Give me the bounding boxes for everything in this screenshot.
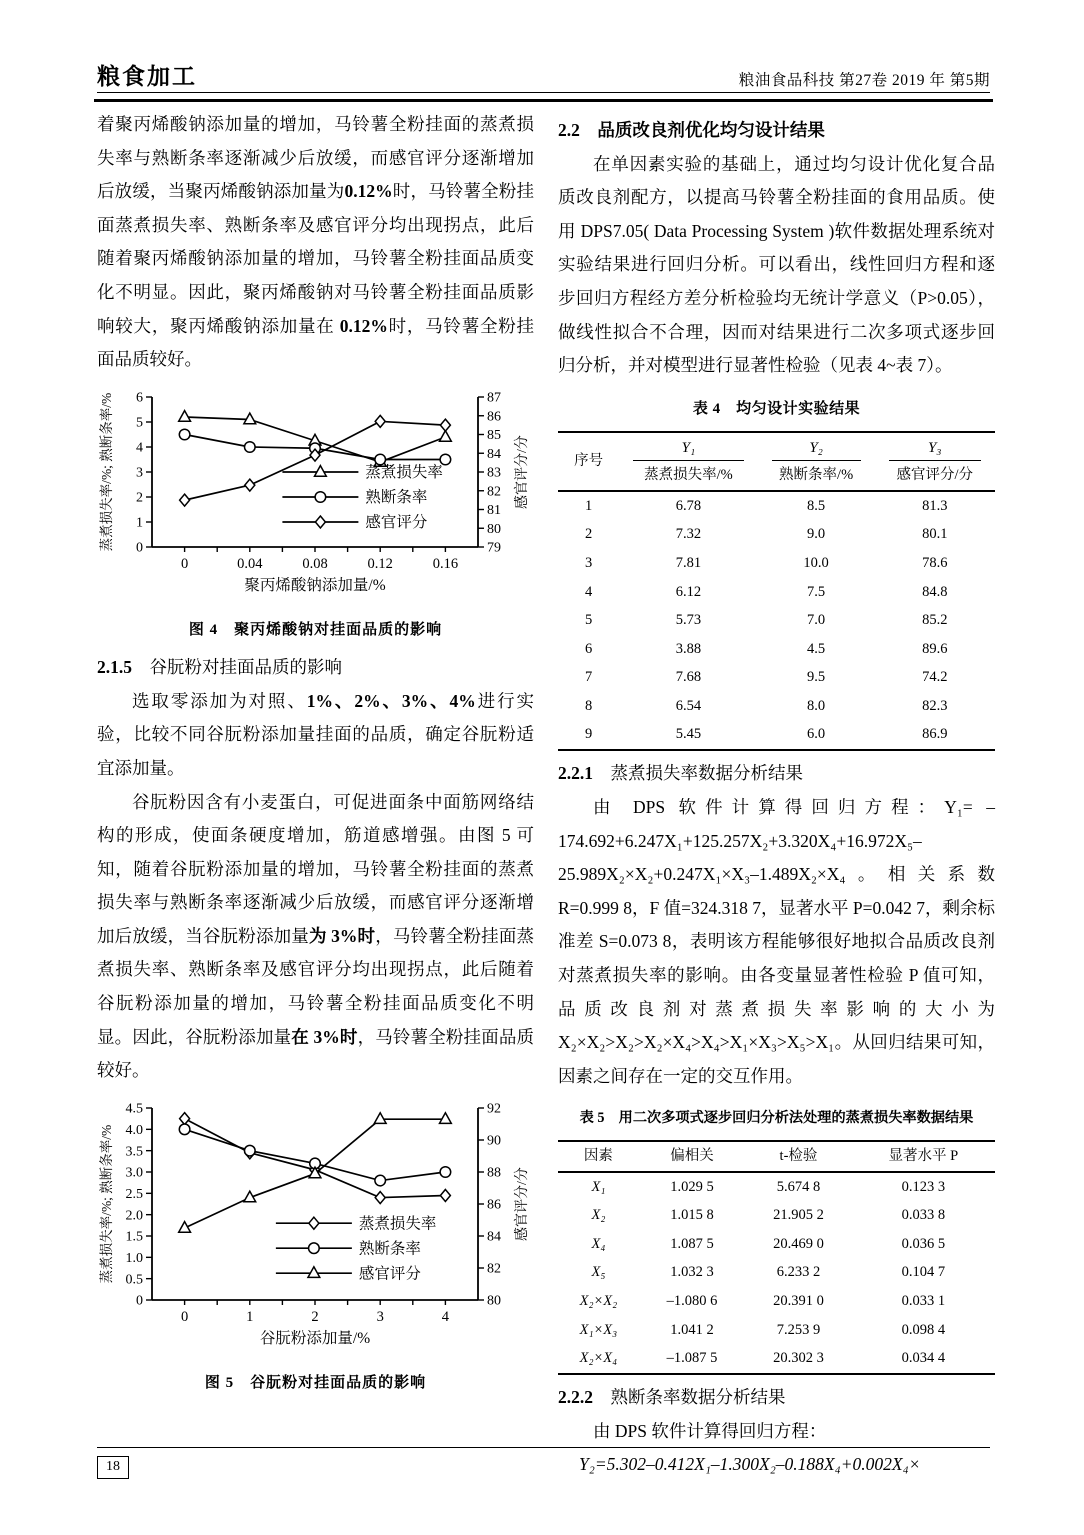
svg-text:4.5: 4.5 <box>125 1101 143 1117</box>
table-cell: 7.68 <box>675 669 702 686</box>
table-row <box>558 635 995 664</box>
body-paragraph: 谷朊粉因含有小麦蛋白，可促进面条中面筋网络结构的形成，使面条硬度增加，筋道感增强。由图 5 可知，随着谷朊粉添加量的增加，马铃薯全粉挂面的蒸煮损失率与熟断条率逐渐减少后放缓，而感官评分逐渐增加后放缓，当谷朊粉添加量为 3%时，马铃薯全粉挂面蒸煮损失率、熟断条率及感官评分均出现拐点，此后随着谷朊粉添加量的增加，马铃薯全粉挂面品质变化不明显。因此，谷朊粉添加量在 3%时，马铃薯全粉挂面品质较好。 <box>97 791 535 1081</box>
table-4-title: 表 4 均匀设计实验结果 <box>692 400 861 417</box>
table-header-cell <box>619 432 758 463</box>
table-row <box>558 578 995 607</box>
svg-text:0: 0 <box>135 540 143 556</box>
table-5-header <box>558 1141 995 1173</box>
svg-text:3: 3 <box>135 465 143 481</box>
table-cell: 7.0 <box>807 612 826 629</box>
page-number: 18 <box>97 1456 129 1479</box>
svg-text:2.0: 2.0 <box>125 1208 143 1224</box>
line-chart <box>98 387 534 601</box>
svg-text:81: 81 <box>486 502 501 518</box>
legend-label: 熟断条率 <box>358 1240 421 1258</box>
left-column <box>97 108 534 1398</box>
legend-label: 蒸煮损失率 <box>358 1215 436 1233</box>
heading-2-2 <box>558 114 995 148</box>
table-cell: X₁ <box>591 1178 606 1195</box>
svg-text:0: 0 <box>180 555 188 572</box>
table-cell: X₅ <box>591 1264 606 1281</box>
table-row <box>558 692 995 721</box>
table-cell: 5.674 8 <box>776 1178 821 1195</box>
table-cell: –1.087 5 <box>666 1350 718 1367</box>
table-cell: –1.080 6 <box>666 1292 718 1309</box>
table-5 <box>558 1140 995 1376</box>
table-4-body <box>558 491 995 750</box>
table-header-cell: 序号 <box>558 432 619 492</box>
table-cell: 1.041 2 <box>670 1321 714 1338</box>
table-cell: X₂ <box>591 1207 606 1224</box>
table-cell: 0.034 4 <box>901 1350 946 1367</box>
table-cell: 7 <box>584 669 593 686</box>
svg-text:83: 83 <box>486 465 501 481</box>
legend-label: 感官评分 <box>358 1265 421 1283</box>
svg-text:3.0: 3.0 <box>125 1165 143 1181</box>
svg-text:92: 92 <box>486 1101 501 1117</box>
table-cell: 86.9 <box>922 726 948 743</box>
figure-5 <box>97 1098 534 1398</box>
table-cell: 0.123 3 <box>901 1178 946 1195</box>
svg-text:2: 2 <box>135 490 143 506</box>
table-cell: 4.5 <box>807 640 826 657</box>
body-paragraph: 着聚丙烯酸钠添加量的增加，马铃薯全粉挂面的蒸煮损失率与熟断条率逐渐减少后放缓，而感官评分逐渐增加后放缓，当聚丙烯酸钠添加量为0.12%时，马铃薯全粉挂面蒸煮损失率、熟断条率及感官评分均出现拐点，此后随着聚丙烯酸钠添加量的增加，马铃薯全粉挂面品质变化不明显。因此，聚丙烯酸钠对马铃薯全粉挂面品质影响较大，聚丙烯酸钠添加量在 0.12%时，马铃薯全粉挂面品质较好。 <box>97 114 535 370</box>
table-header-cell <box>875 432 995 463</box>
table-row <box>558 1259 995 1288</box>
table-cell: 9.5 <box>807 669 826 686</box>
heading-number: 2.1.5 <box>97 657 132 678</box>
table-cell: 6.233 2 <box>776 1264 821 1281</box>
svg-text:4: 4 <box>135 440 143 456</box>
svg-text:0.04: 0.04 <box>236 555 262 572</box>
table-cell: 4 <box>584 583 593 600</box>
x-axis-label: 谷朊粉添加量/% <box>259 1329 370 1347</box>
body-paragraph: 在单因素实验的基础上，通过均匀设计优化复合品质改良剂配方，以提高马铃薯全粉挂面的食用品质。使用 DPS7.05( Data Processing System )软件数据处理系统对实验结果进行回归分析。可以看出，线性回归方程和逐步回归方程经方差分析检验均无统计学意义（P>0.05），做线性拟合不合理，因而对结果进行二次多项式逐步回归分析，并对模型进行显著性检验（见表 4~表 7）。 <box>558 153 995 376</box>
table-row <box>558 1345 995 1375</box>
table-cell: 8.0 <box>807 697 826 714</box>
table-cell: 5.73 <box>675 612 702 629</box>
svg-text:82: 82 <box>486 1261 501 1277</box>
table-cell: X₄ <box>591 1235 606 1252</box>
table-cell: 1.029 5 <box>670 1178 714 1195</box>
figure-5-chart <box>97 1098 534 1366</box>
table-cell: 5 <box>584 612 593 629</box>
heading-number: 2.2.2 <box>558 1387 593 1408</box>
body-paragraph: 选取零添加为对照、1%、2%、3%、4%进行实验，比较不同谷朊粉添加量挂面的品质，确定谷朊粉适宜添加量。 <box>97 690 534 778</box>
y2-label: Y₂ <box>772 435 861 461</box>
table-5-title: 表 5 用二次多项式逐步回归分析法处理的蒸煮损失率数据结果 <box>579 1110 974 1127</box>
table-cell: 85.2 <box>922 612 948 629</box>
chart-legend <box>275 1214 436 1282</box>
svg-text:4.0: 4.0 <box>125 1122 143 1138</box>
table-cell: 10.0 <box>803 554 829 571</box>
table-4-header <box>558 432 995 492</box>
table-cell: 7.253 9 <box>776 1321 821 1338</box>
svg-text:82: 82 <box>486 484 501 500</box>
figure-4-chart <box>97 387 534 613</box>
svg-text:0.5: 0.5 <box>125 1272 143 1288</box>
table-cell: 20.302 3 <box>773 1350 824 1367</box>
legend-label: 蒸煮损失率 <box>364 463 443 481</box>
right-y-axis-label: 感官评分/分 <box>514 434 530 509</box>
left-y-axis-label: 蒸煮损失率/%; 熟断条率/% <box>98 1124 114 1284</box>
svg-text:90: 90 <box>486 1133 501 1149</box>
table-header-cell: 熟断条率/% <box>758 463 875 492</box>
table-cell: 5.45 <box>675 726 702 743</box>
svg-text:0.12: 0.12 <box>367 555 393 572</box>
column-section-title: 粮食加工 <box>97 64 197 89</box>
table-cell: 78.6 <box>922 554 948 571</box>
chart-legend <box>282 463 443 531</box>
heading-number: 2.2.1 <box>558 763 593 784</box>
table-cell: 0.104 7 <box>901 1264 946 1281</box>
table-cell: 9.0 <box>807 526 826 543</box>
heading-text: 熟断条率数据分析结果 <box>610 1387 786 1408</box>
table-cell: 3.88 <box>675 640 702 657</box>
chart-series <box>178 1113 451 1232</box>
table-cell: 80.1 <box>922 526 948 543</box>
table-row <box>558 1316 995 1345</box>
table-cell: 20.469 0 <box>773 1235 824 1252</box>
svg-text:0.16: 0.16 <box>432 555 458 572</box>
table-cell: 0.098 4 <box>901 1321 946 1338</box>
table-cell: 21.905 2 <box>773 1207 824 1224</box>
table-cell: 7.5 <box>807 583 826 600</box>
table-cell: 74.2 <box>922 669 948 686</box>
table-row <box>558 1230 995 1259</box>
heading-number: 2.2 <box>558 120 580 140</box>
journal-issue-line: 粮油食品科技 第27卷 2019 年 第5期 <box>738 72 990 89</box>
table-row <box>558 607 995 636</box>
table-row <box>558 491 995 521</box>
right-y-axis-label: 感官评分/分 <box>514 1166 530 1241</box>
svg-text:4: 4 <box>441 1308 449 1325</box>
table-header-cell: 蒸煮损失率/% <box>619 463 758 492</box>
table-header-cell <box>758 432 875 463</box>
table-row <box>558 521 995 550</box>
equation-line: Y₂=5.302–0.412X₁–1.300X₂–0.188X₄+0.002X₄× <box>579 1454 921 1475</box>
table-row <box>558 1141 995 1173</box>
table-cell: 2 <box>584 526 593 543</box>
table-cell: 6 <box>584 640 593 657</box>
table-row <box>558 432 995 463</box>
svg-text:86: 86 <box>486 1197 501 1213</box>
svg-text:87: 87 <box>486 390 501 406</box>
heading-2-2-2 <box>558 1381 995 1415</box>
table-cell: 6.78 <box>675 497 702 514</box>
svg-text:84: 84 <box>486 1229 501 1245</box>
svg-text:5: 5 <box>135 415 143 431</box>
table-5-body <box>558 1172 995 1374</box>
svg-text:86: 86 <box>486 409 501 425</box>
table-row <box>558 1172 995 1202</box>
svg-text:85: 85 <box>486 427 501 443</box>
table-cell: 1.015 8 <box>670 1207 714 1224</box>
table-cell: X₂×X₂ <box>579 1292 618 1309</box>
svg-text:79: 79 <box>486 540 501 556</box>
table-cell: 8.5 <box>807 497 826 514</box>
legend-label: 感官评分 <box>364 513 427 531</box>
svg-text:2.5: 2.5 <box>125 1186 143 1202</box>
line-chart <box>98 1098 534 1354</box>
svg-text:0: 0 <box>180 1308 188 1325</box>
table-cell: 6.54 <box>675 697 702 714</box>
axes <box>125 1101 501 1324</box>
table-cell: 84.8 <box>922 583 948 600</box>
table-cell: 20.391 0 <box>773 1292 824 1309</box>
svg-text:84: 84 <box>486 446 501 462</box>
table-row <box>558 1202 995 1231</box>
table-cell: 81.3 <box>922 497 948 514</box>
table-header-cell: t-检验 <box>745 1141 851 1173</box>
svg-text:80: 80 <box>486 1293 501 1309</box>
table-header-cell: 因素 <box>558 1141 639 1173</box>
legend-label: 熟断条率 <box>364 488 427 506</box>
y3-label: Y₃ <box>889 435 981 461</box>
table-cell: 0.036 5 <box>901 1235 946 1252</box>
right-column <box>558 108 995 1482</box>
table-cell: 1 <box>584 497 593 514</box>
svg-text:0: 0 <box>135 1293 143 1309</box>
svg-text:80: 80 <box>486 521 501 537</box>
x-axis-label: 聚丙烯酸钠添加量/% <box>243 576 386 594</box>
heading-text: 谷朊粉对挂面品质的影响 <box>149 657 342 678</box>
header-rule-thick <box>94 99 993 102</box>
svg-text:3.5: 3.5 <box>125 1144 143 1160</box>
header-rule-thin <box>97 92 990 93</box>
figure-4 <box>97 387 534 645</box>
table-row <box>558 721 995 751</box>
table-cell: 3 <box>584 554 593 571</box>
table-cell: X₁×X₃ <box>579 1321 618 1338</box>
svg-text:6: 6 <box>135 390 143 406</box>
table-header-cell: 显著水平 P <box>852 1141 995 1173</box>
body-paragraph: 由 DPS 软件计算得回归方程：Y₁= –174.692+6.247X₁+125.257X₂+3.320X₄+16.972X₅–25.989X₂×X₂+0.247X₁×X₃–1.489X₂×X₄。相关系数 R=0.999 8，F 值=324.318 7，显著水平 P=0.042 7，剩余标准差 S=0.073 8，表明该方程能够很好地拟合品质改良剂对蒸煮损失率的影响。由各变量显著性检验 P 值可知，品质改良剂对蒸煮损失率影响的大小为 X₂×X₂>X₂>X₂×X₄>X₄>X₁×X₃>X₅>X₁。从回归结果可知，因素之间存在一定的交互作用。 <box>558 797 995 1086</box>
heading-text: 品质改良剂优化均匀设计结果 <box>597 120 825 140</box>
heading-text: 蒸煮损失率数据分析结果 <box>610 763 803 784</box>
table-header-cell: 偏相关 <box>639 1141 745 1173</box>
table-4 <box>558 431 995 752</box>
figure-4-caption: 图 4 聚丙烯酸钠对挂面品质的影响 <box>188 622 443 639</box>
table-cell: 8 <box>584 697 593 714</box>
table-cell: 1.032 3 <box>670 1264 714 1281</box>
table-cell: 0.033 8 <box>901 1207 946 1224</box>
table-row <box>558 549 995 578</box>
svg-text:0.08: 0.08 <box>301 555 328 572</box>
svg-text:3: 3 <box>376 1308 384 1325</box>
table-row <box>558 1287 995 1316</box>
table-cell: X₂×X₄ <box>579 1350 618 1367</box>
figure-5-caption: 图 5 谷朊粉对挂面品质的影响 <box>204 1375 427 1392</box>
svg-text:1: 1 <box>135 515 143 531</box>
table-cell: 82.3 <box>922 697 948 714</box>
table-cell: 7.81 <box>675 554 702 571</box>
table-header-cell: 感官评分/分 <box>875 463 995 492</box>
heading-2-1-5 <box>97 651 534 685</box>
heading-2-2-1 <box>558 757 995 791</box>
svg-text:88: 88 <box>486 1165 501 1181</box>
table-row <box>558 664 995 693</box>
svg-text:2: 2 <box>310 1308 319 1325</box>
table-cell: 89.6 <box>922 640 948 657</box>
table-row <box>558 463 995 492</box>
table-cell: 1.087 5 <box>670 1235 714 1252</box>
table-cell: 9 <box>584 726 593 743</box>
footer-rule <box>97 1447 990 1448</box>
body-paragraph: 由 DPS 软件计算得回归方程： <box>593 1420 827 1441</box>
y1-label: Y₁ <box>633 435 744 461</box>
svg-text:1.0: 1.0 <box>125 1250 143 1266</box>
table-cell: 7.32 <box>675 526 702 543</box>
svg-text:1: 1 <box>245 1308 253 1325</box>
table-cell: 6.12 <box>675 583 702 600</box>
table-cell: 0.033 1 <box>901 1292 946 1309</box>
left-y-axis-label: 蒸煮损失率/%; 熟断条率/% <box>98 392 114 552</box>
svg-text:1.5: 1.5 <box>125 1229 143 1245</box>
table-cell: 6.0 <box>807 726 826 743</box>
